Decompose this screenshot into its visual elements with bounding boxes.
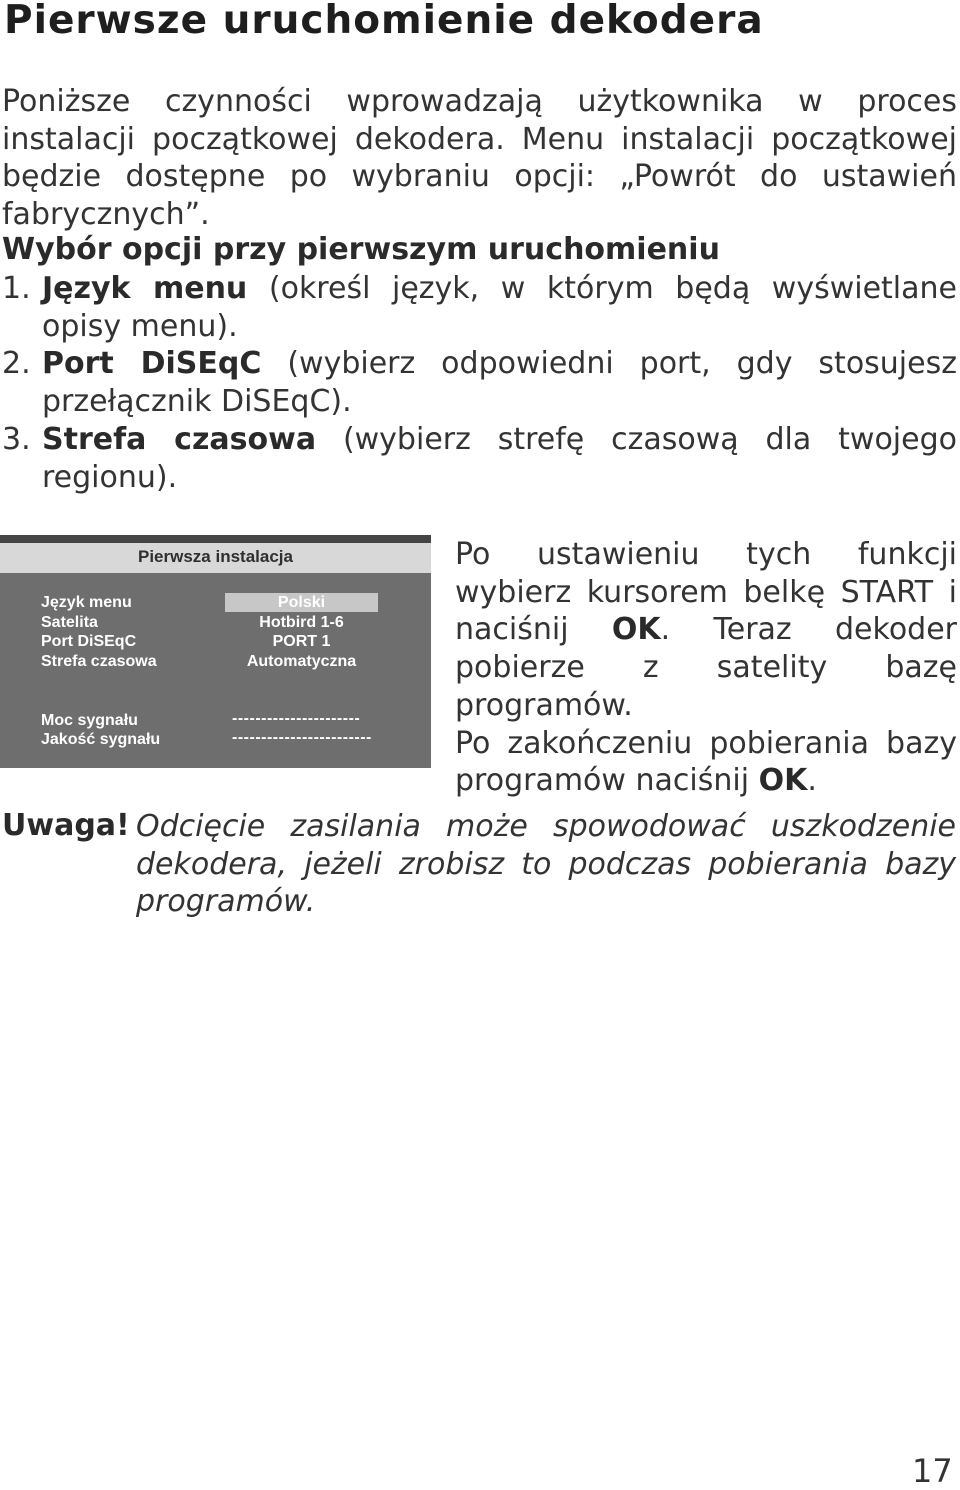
signal-label: Moc sygnału [41,712,138,729]
setting-label: Strefa czasowa [41,653,157,670]
steps-list [2,270,957,496]
setting-value: Hotbird 1-6 [259,614,344,631]
signal-label: Jakość sygnału [41,731,161,748]
step-number: 3. [2,421,31,457]
setting-value-selected: Polski [225,593,378,612]
setting-value: Automatyczna [246,653,357,670]
list-item [2,421,957,496]
setting-label: Język menu [41,594,132,611]
menu-language-row [41,594,401,614]
time-zone-row [41,653,401,673]
instruction-paragraph [455,725,957,800]
ok-key-label: OK [758,763,808,799]
step-text: (wybierz odpowiedni port, gdy stosujesz przełącznik DiSEqC). [42,346,957,420]
setting-label: Port DiSEqC [41,633,137,650]
section-heading: Wybór opcji przy pierwszym uruchomieniu [2,232,720,267]
first-installation-screen [0,535,431,768]
intro-line: dostępne po wybraniu opcji: „Powrót do ustawień fabrycznych”. [2,159,957,233]
page-title: Pierwsze uruchomienie dekodera [4,0,764,43]
step-text: (określ język, w którym będą wyświetlane opisy menu). [42,271,957,344]
instruction-text: Po zakończeniu pobierania bazy programów naciśnij [455,725,957,799]
setting-value: PORT 1 [272,633,331,650]
setting-label: Satelita [41,614,98,631]
signal-strength-bar: ---------------------- [232,710,361,727]
satellite-row [41,614,401,634]
instruction-text: Po ustawieniu tych funkcji wybierz kursorem belkę START i naciśnij [455,537,957,648]
intro-line: Poniższe czynności wprowadzają użytkownika w proces instalacji [2,84,957,157]
instruction-text: . Teraz dekoder pobierze z satelity bazę programów. [455,612,958,723]
instruction-paragraph [455,536,957,725]
step-title: Strefa czasowa [42,421,317,457]
signal-quality-row [41,731,401,751]
page-number: 17 [912,1452,953,1490]
instruction-text: . [807,763,817,799]
step-title: Język menu [42,271,248,306]
step-title: Port DiSEqC [42,346,262,382]
intro-paragraph [2,83,957,234]
intro-line: początkowej dekodera. Menu instalacji początkowej będzie [2,121,957,195]
step-text: (wybierz strefę czasową dla twojego regionu). [42,421,957,495]
warning-label: Uwaga! [2,808,130,843]
ok-key-label: OK [611,612,661,648]
screen-title: Pierwsza instalacja [138,547,293,566]
side-instructions [455,536,957,800]
step-number: 2. [2,346,31,382]
list-item [2,345,957,420]
warning-text: Odcięcie zasilania może spowodować uszkodzenie dekodera, jeżeli zrobisz to podczas pobierania bazy programów. [136,809,956,920]
diseqc-port-row [41,633,401,653]
signal-quality-bar: ------------------------ [232,729,372,746]
list-item [2,270,957,345]
step-number: 1. [2,271,31,306]
